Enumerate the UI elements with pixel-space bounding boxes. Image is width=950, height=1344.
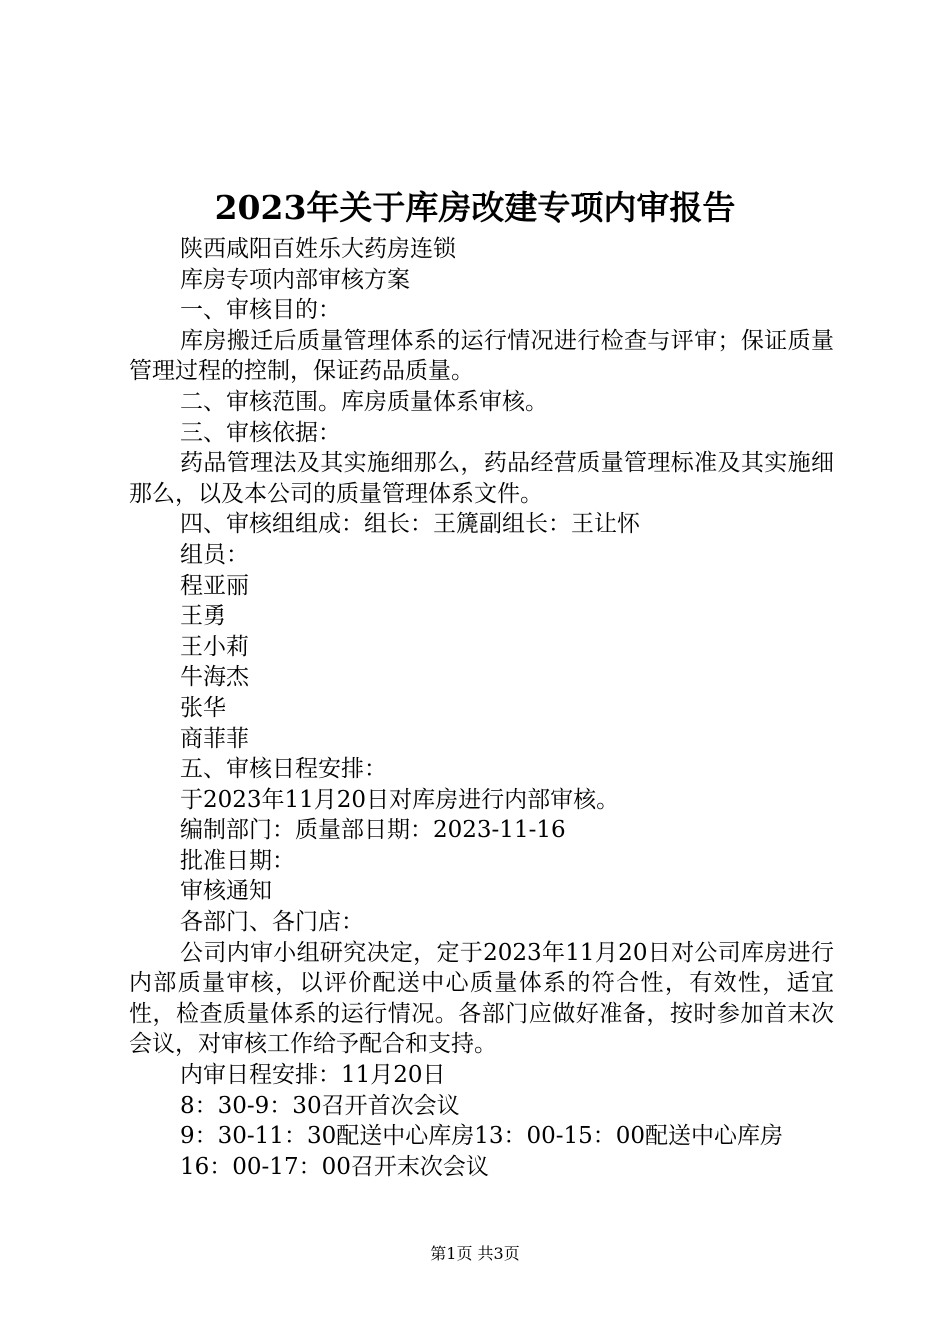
paragraph-section-2: 二、审核范围。库房质量体系审核。 — [180, 388, 548, 415]
paragraph-recipients: 各部门、各门店： — [180, 909, 364, 936]
paragraph-member: 张华 — [180, 694, 226, 721]
paragraph-purpose: 库房搬迁后质量管理体系的运行情况进行检查与评审；保证质量管理过程的控制，保证药品质量。 — [129, 327, 834, 385]
paragraph-department-date: 编制部门：质量部日期：2023-11-16 — [180, 817, 566, 844]
paragraph-member: 程亚丽 — [180, 572, 249, 599]
paragraph-member: 商菲菲 — [180, 725, 249, 752]
paragraph-notice-title: 审核通知 — [180, 878, 272, 905]
paragraph-section-1: 一、审核目的： — [180, 297, 341, 324]
paragraph-member: 牛海杰 — [180, 664, 249, 691]
paragraph-section-3: 三、审核依据： — [180, 419, 341, 446]
document-body — [129, 234, 834, 1182]
paragraph-plan-title: 库房专项内部审核方案 — [180, 266, 410, 293]
paragraph-member: 王小莉 — [180, 633, 249, 660]
paragraph-schedule: 于2023年11月20日对库房进行内部审核。 — [180, 786, 620, 813]
paragraph-agenda-item: 8：30-9：30召开首次会议 — [180, 1092, 460, 1119]
paragraph-basis: 药品管理法及其实施细那么，药品经营质量管理标准及其实施细那么，以及本公司的质量管理体系文件。 — [129, 450, 834, 507]
page-footer: 第1页 共3页 — [430, 1244, 520, 1263]
paragraph-company: 陕西咸阳百姓乐大药房连锁 — [180, 236, 456, 262]
paragraph-agenda-label: 内审日程安排：11月20日 — [180, 1062, 446, 1089]
document-title: 2023年关于库房改建专项内审报告 — [214, 188, 736, 227]
paragraph-section-5: 五、审核日程安排： — [180, 756, 387, 783]
paragraph-section-4: 四、审核组组成：组长：王篪副组长：王让怀 — [180, 511, 640, 538]
paragraph-members-label: 组员： — [180, 541, 249, 568]
paragraph-agenda-item: 9：30-11：30配送中心库房13：00-15：00配送中心库房 — [180, 1123, 784, 1150]
paragraph-notice-body: 公司内审小组研究决定，定于2023年11月20日对公司库房进行内部质量审核，以评价配送中心质量体系的符合性，有效性，适宜性，检查质量体系的运行情况。各部门应做好准备，按时参加首末次会议，对审核工作给予配合和支持。 — [129, 939, 834, 1058]
paragraph-agenda-item: 16：00-17：00召开末次会议 — [180, 1153, 489, 1180]
paragraph-approval-date: 批准日期： — [180, 847, 295, 874]
paragraph-member: 王勇 — [180, 603, 226, 630]
